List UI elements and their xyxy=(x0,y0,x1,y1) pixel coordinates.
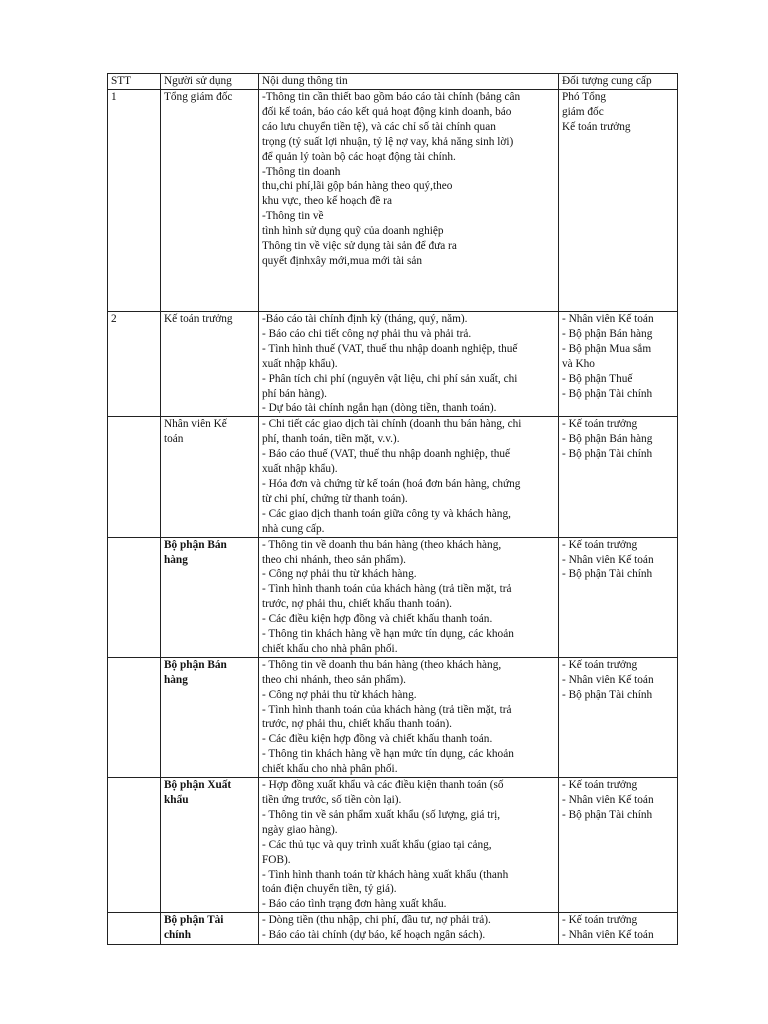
content-line: ngày giao hàng). xyxy=(262,823,338,836)
content-line: - Tình hình thanh toán của khách hàng (trả tiền mặt, trả xyxy=(262,703,512,716)
provider-line: - Kế toán trưởng xyxy=(562,914,638,927)
content-line: khu vực, theo kế hoạch đề ra xyxy=(262,195,393,208)
cell-provider xyxy=(559,657,678,777)
content-line: trước, nợ phải thu, chiết khấu thanh toán). xyxy=(262,718,452,731)
header-content: Nội dung thông tin xyxy=(259,74,559,90)
content-line: tình hình sử dụng quỹ của doanh nghiệp xyxy=(262,225,444,238)
content-line: - Báo cáo chi tiết công nợ phải thu và phải trả. xyxy=(262,327,472,340)
table-row xyxy=(108,913,678,945)
cell-provider xyxy=(559,778,678,913)
content-line: -Báo cáo tài chính định kỳ (tháng, quý, năm). xyxy=(262,313,468,325)
content-line: Thông tin về việc sử dụng tài sản để đưa ra xyxy=(262,240,457,253)
table-row xyxy=(108,778,678,913)
user-line: Kế toán trưởng xyxy=(164,313,233,325)
content-line: - Tình hình thanh toán từ khách hàng xuất khẩu (thanh xyxy=(262,868,509,881)
provider-line: - Bộ phận Tài chính xyxy=(562,568,653,581)
provider-line: - Bộ phận Tài chính xyxy=(562,688,653,701)
provider-line: - Kế toán trưởng xyxy=(562,418,638,431)
header-stt: STT xyxy=(108,74,161,90)
content-line: - Các giao dịch thanh toán giữa công ty và khách hàng, xyxy=(262,507,511,520)
cell-content xyxy=(259,417,559,537)
cell-stt xyxy=(108,778,161,913)
content-line: - Tình hình thanh toán của khách hàng (trả tiền mặt, trả xyxy=(262,583,512,596)
content-line: xuất nhập khẩu). xyxy=(262,463,338,476)
provider-line: - Bộ phận Tài chính xyxy=(562,808,653,821)
provider-line: - Nhân viên Kế toán xyxy=(562,313,654,325)
user-line: khẩu xyxy=(164,794,189,806)
cell-content xyxy=(259,90,559,312)
content-line: - Thông tin về sản phẩm xuất khẩu (số lượng, giá trị, xyxy=(262,808,501,821)
provider-line: - Bộ phận Bán hàng xyxy=(562,433,653,446)
content-line: - Thông tin về doanh thu bán hàng (theo khách hàng, xyxy=(262,658,502,671)
cell-stt xyxy=(108,913,161,945)
content-line: cáo lưu chuyển tiền tệ), và các chỉ số tài chính quan xyxy=(262,120,496,133)
provider-line: - Kế toán trưởng xyxy=(562,538,638,551)
provider-line: Phó Tổng xyxy=(562,91,607,103)
table-header-row xyxy=(108,74,678,90)
content-line: - Báo cáo tài chính (dự báo, kế hoạch ngân sách). xyxy=(262,929,486,942)
content-line: trước, nợ phải thu, chiết khấu thanh toán). xyxy=(262,598,452,611)
content-line: -Thông tin cần thiết bao gồm báo cáo tài chính (bảng cân xyxy=(262,91,521,103)
content-line: chiết khấu cho nhà phân phối. xyxy=(262,642,398,655)
provider-line: và Kho xyxy=(562,357,595,370)
content-line: - Phân tích chi phí (nguyên vật liệu, chi phí sản xuất, chi xyxy=(262,372,518,385)
user-line: Nhân viên Kế xyxy=(164,418,227,431)
table-row xyxy=(108,657,678,777)
cell-user xyxy=(161,90,259,312)
content-line: chiết khấu cho nhà phân phối. xyxy=(262,763,398,776)
content-line: - Dòng tiền (thu nhập, chi phí, đầu tư, nợ phải trả). xyxy=(262,914,491,927)
cell-content xyxy=(259,778,559,913)
provider-line: - Kế toán trưởng xyxy=(562,779,638,792)
cell-content xyxy=(259,913,559,945)
provider-line: Kế toán trưởng xyxy=(562,120,631,133)
cell-content xyxy=(259,657,559,777)
cell-stt: 2 xyxy=(108,312,161,417)
content-line: phí bán hàng). xyxy=(262,387,327,400)
cell-content xyxy=(259,312,559,417)
provider-line: - Nhân viên Kế toán xyxy=(562,929,654,942)
cell-provider xyxy=(559,417,678,537)
content-line: toán điện chuyển tiền, tỷ giá). xyxy=(262,883,397,896)
user-line: Bộ phận Xuất xyxy=(164,779,232,792)
cell-user xyxy=(161,778,259,913)
header-provider: Đối tượng cung cấp xyxy=(559,74,678,90)
table-row xyxy=(108,537,678,657)
cell-user xyxy=(161,657,259,777)
content-line: từ chi phí, chứng từ thanh toán). xyxy=(262,492,408,505)
content-line: thu,chi phí,lãi gộp bán hàng theo quý,theo xyxy=(262,180,453,193)
content-line: - Các thủ tục và quy trình xuất khẩu (giao tại cảng, xyxy=(262,838,492,851)
user-line: Tổng giám đốc xyxy=(164,91,233,103)
content-line: - Công nợ phải thu từ khách hàng. xyxy=(262,568,417,581)
cell-provider xyxy=(559,913,678,945)
content-line: theo chi nhánh, theo sản phẩm). xyxy=(262,673,406,686)
provider-line: - Bộ phận Bán hàng xyxy=(562,327,653,340)
user-line: Bộ phận Bán xyxy=(164,658,227,671)
user-line: hàng xyxy=(164,673,188,686)
table-row xyxy=(108,312,678,417)
user-line: chính xyxy=(164,929,192,942)
content-line: - Các điều kiện hợp đồng và chiết khấu thanh toán. xyxy=(262,733,493,746)
content-line: - Báo cáo tình trạng đơn hàng xuất khẩu. xyxy=(262,898,447,911)
provider-line: - Nhân viên Kế toán xyxy=(562,553,654,566)
user-line: toán xyxy=(164,433,184,446)
content-line: - Dự báo tài chính ngắn hạn (dòng tiền, thanh toán). xyxy=(262,402,497,415)
content-line: - Thông tin khách hàng về hạn mức tín dụng, các khoản xyxy=(262,628,514,641)
cell-provider xyxy=(559,90,678,312)
content-line: phí, thanh toán, tiền mặt, v.v.). xyxy=(262,433,400,446)
content-line: - Hóa đơn và chứng từ kế toán (hoá đơn bán hàng, chứng xyxy=(262,477,521,490)
content-line: - Thông tin khách hàng về hạn mức tín dụng, các khoản xyxy=(262,748,514,761)
provider-line: - Bộ phận Thuế xyxy=(562,372,633,385)
content-line: trọng (tỷ suất lợi nhuận, tỷ lệ nợ vay, khả năng sinh lời) xyxy=(262,135,514,148)
cell-user xyxy=(161,312,259,417)
content-line: xuất nhập khẩu). xyxy=(262,357,338,370)
content-line: tiền ứng trước, số tiền còn lại). xyxy=(262,794,402,806)
content-line: để quản lý toàn bộ các hoạt động tài chính. xyxy=(262,150,456,163)
content-line: theo chi nhánh, theo sản phẩm). xyxy=(262,553,406,566)
user-line: Bộ phận Tài xyxy=(164,914,224,927)
table-row xyxy=(108,90,678,312)
content-line: - Công nợ phải thu từ khách hàng. xyxy=(262,688,417,701)
cell-user xyxy=(161,417,259,537)
header-user: Người sử dụng xyxy=(161,74,259,90)
content-line: - Tình hình thuế (VAT, thuế thu nhập doanh nghiệp, thuế xyxy=(262,342,518,355)
provider-line: - Nhân viên Kế toán xyxy=(562,794,654,806)
cell-user xyxy=(161,537,259,657)
table-row xyxy=(108,417,678,537)
provider-line: - Bộ phận Tài chính xyxy=(562,448,653,461)
content-line: - Hợp đồng xuất khẩu và các điều kiện thanh toán (số xyxy=(262,779,504,792)
content-line: đối kế toán, báo cáo kết quả hoạt động kinh doanh, báo xyxy=(262,105,512,118)
content-line: -Thông tin về xyxy=(262,210,324,223)
cell-stt xyxy=(108,417,161,537)
user-line: hàng xyxy=(164,553,188,566)
cell-provider xyxy=(559,312,678,417)
content-line: - Các điều kiện hợp đồng và chiết khấu thanh toán. xyxy=(262,613,493,626)
provider-line: - Nhân viên Kế toán xyxy=(562,673,654,686)
provider-line: - Bộ phận Mua sắm xyxy=(562,342,652,355)
info-table xyxy=(107,73,678,945)
provider-line: giám đốc xyxy=(562,105,604,118)
content-line: - Báo cáo thuế (VAT, thuế thu nhập doanh nghiệp, thuế xyxy=(262,448,511,461)
content-line: -Thông tin doanh xyxy=(262,165,341,178)
cell-content xyxy=(259,537,559,657)
content-line: quyết địnhxây mới,mua mới tài sản xyxy=(262,254,423,267)
content-line: FOB). xyxy=(262,853,291,866)
content-line: - Chi tiết các giao dịch tài chính (doanh thu bán hàng, chi xyxy=(262,418,522,431)
user-line: Bộ phận Bán xyxy=(164,538,227,551)
cell-provider xyxy=(559,537,678,657)
content-line: - Thông tin về doanh thu bán hàng (theo khách hàng, xyxy=(262,538,502,551)
provider-line: - Bộ phận Tài chính xyxy=(562,387,653,400)
cell-stt xyxy=(108,537,161,657)
cell-user xyxy=(161,913,259,945)
provider-line: - Kế toán trưởng xyxy=(562,658,638,671)
cell-stt: 1 xyxy=(108,90,161,312)
cell-stt xyxy=(108,657,161,777)
content-line: nhà cung cấp. xyxy=(262,522,325,535)
